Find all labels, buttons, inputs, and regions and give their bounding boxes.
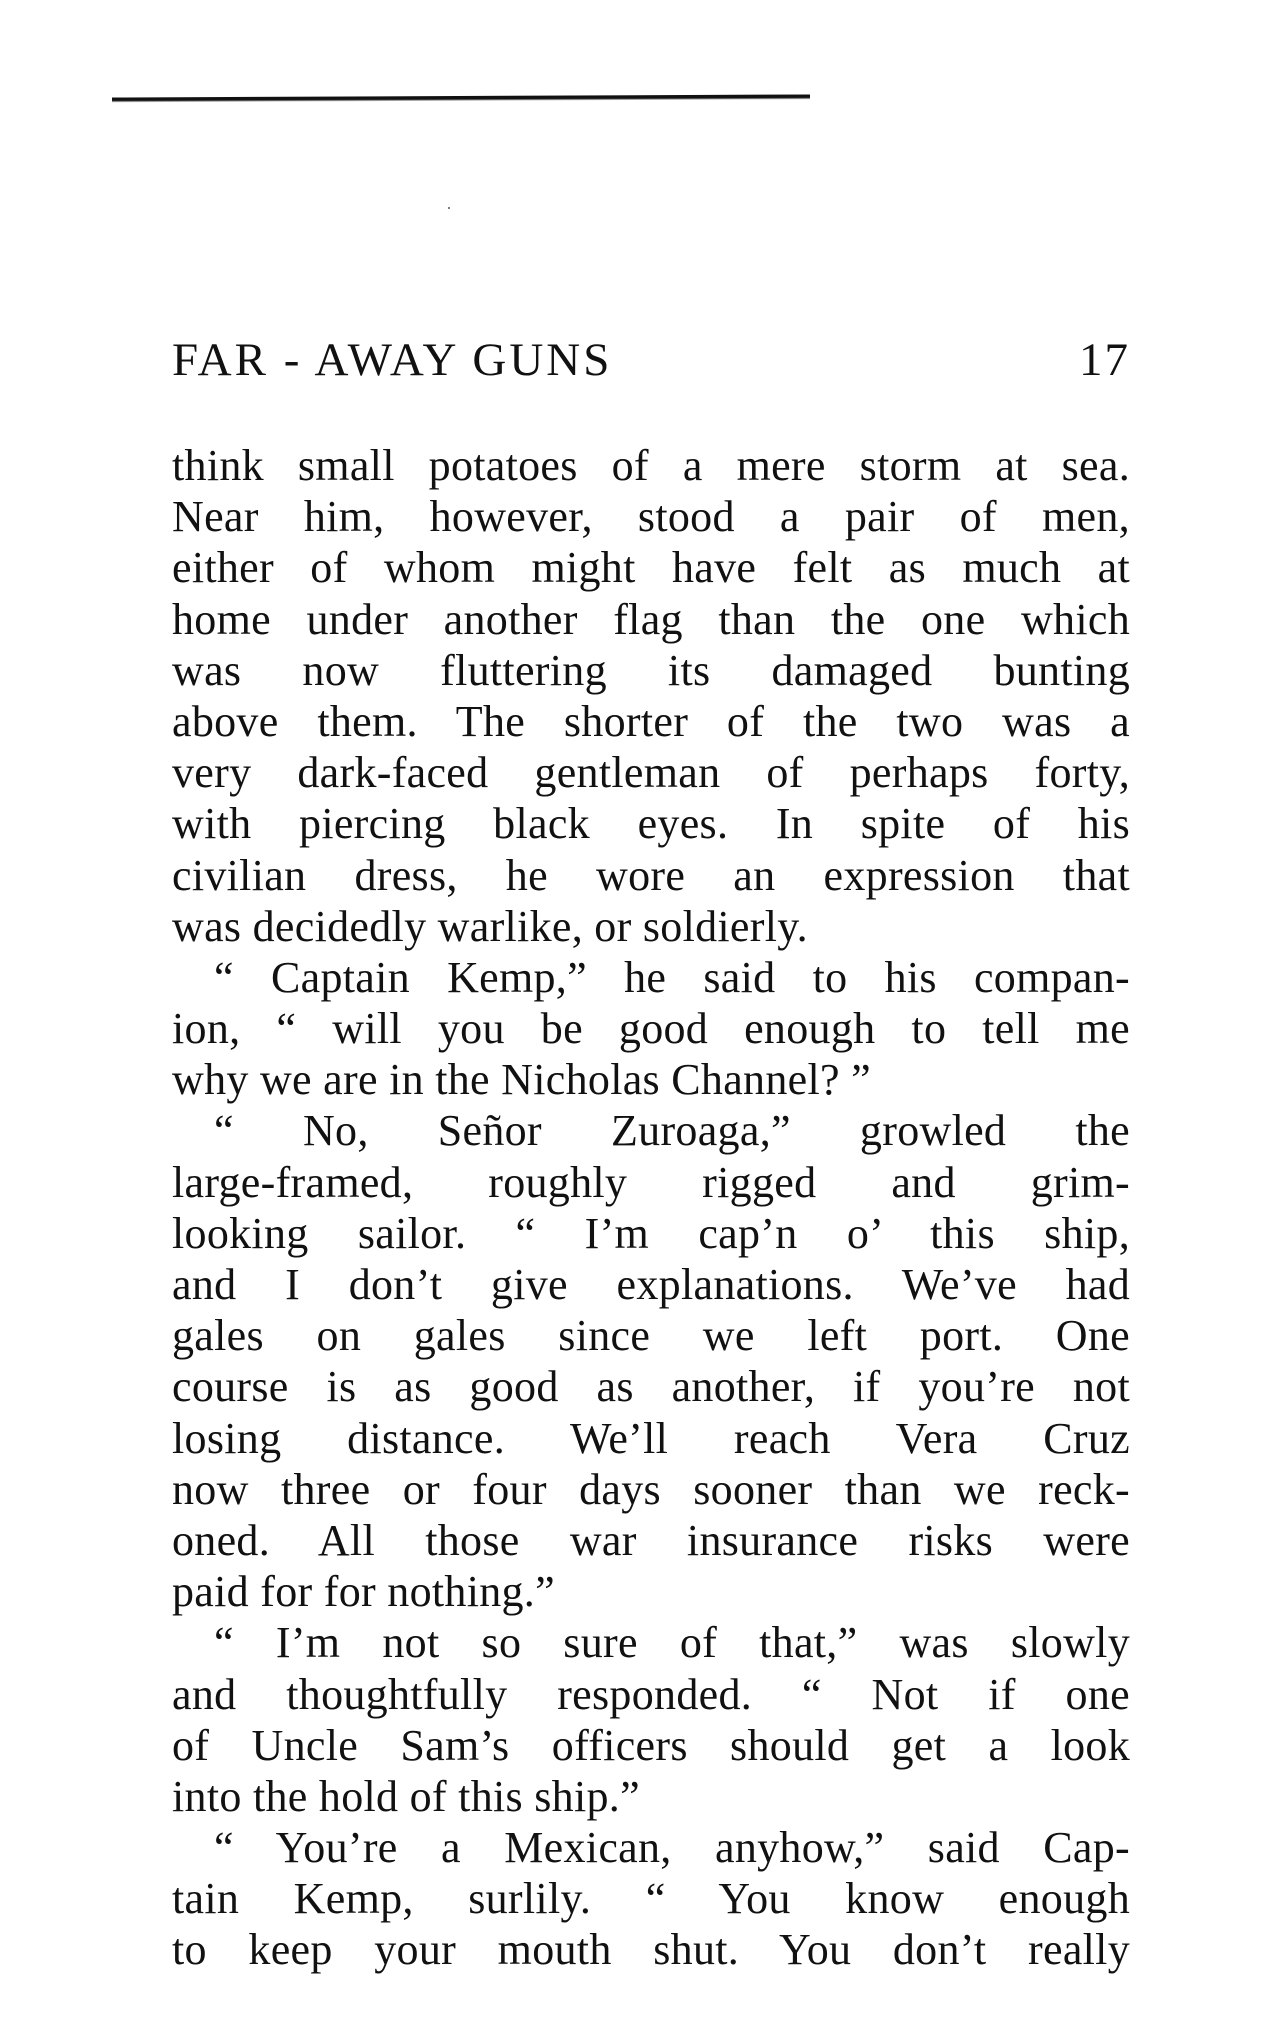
text-line: to keep your mouth shut. You don’t really	[172, 1925, 1130, 1975]
text-line: very dark-faced gentleman of perhaps forty,	[172, 748, 1130, 798]
text-line: why we are in the Nicholas Channel? ”	[172, 1055, 871, 1105]
running-head	[172, 330, 1130, 390]
text-line: home under another flag than the one which	[172, 594, 1130, 644]
top-rule	[112, 94, 810, 102]
text-line: “ I’m not so sure of that,” was slowly	[214, 1618, 1130, 1668]
text-line: civilian dress, he wore an expression that	[172, 850, 1130, 900]
print-speck	[448, 207, 450, 209]
running-title: FAR - AWAY GUNS	[172, 334, 613, 386]
text-line: and I don’t give explanations. We’ve had	[172, 1260, 1130, 1309]
text-line: tain Kemp, surlily. “ You know enough	[172, 1874, 1130, 1924]
text-line: gales on gales since we left port. One	[172, 1311, 1130, 1361]
text-line: oned. All those war insurance risks were	[172, 1515, 1130, 1565]
text-line: was now fluttering its damaged bunting	[172, 645, 1130, 695]
body-text	[172, 440, 1130, 1976]
text-line: course is as good as another, if you’re not	[172, 1362, 1130, 1412]
text-line: looking sailor. “ I’m cap’n o’ this ship,	[172, 1208, 1130, 1258]
page-number: 17	[1079, 334, 1130, 386]
text-line: “ No, Señor Zuroaga,” growled the	[214, 1106, 1130, 1156]
text-line: and thoughtfully responded. “ Not if one	[172, 1669, 1130, 1719]
text-line: “ Captain Kemp,” he said to his compan-	[214, 952, 1130, 1002]
text-line: either of whom might have felt as much at	[172, 543, 1130, 593]
text-line: of Uncle Sam’s officers should get a look	[172, 1720, 1130, 1770]
text-line: with piercing black eyes. In spite of his	[172, 799, 1130, 849]
text-line: now three or four days sooner than we reck-	[172, 1464, 1130, 1514]
text-line: “ You’re a Mexican, anyhow,” said Cap-	[214, 1823, 1130, 1873]
text-line: ion, “ will you be good enough to tell me	[172, 1004, 1130, 1054]
text-line: losing distance. We’ll reach Vera Cruz	[172, 1413, 1130, 1463]
text-line: large-framed, roughly rigged and grim-	[172, 1157, 1130, 1207]
text-line: think small potatoes of a mere storm at sea.	[172, 441, 1130, 490]
text-line: paid for for nothing.”	[172, 1567, 555, 1617]
text-line: above them. The shorter of the two was a	[172, 696, 1130, 746]
text-line: into the hold of this ship.”	[172, 1771, 640, 1821]
text-line: was decidedly warlike, or soldierly.	[172, 901, 808, 951]
text-line: Near him, however, stood a pair of men,	[172, 492, 1130, 542]
